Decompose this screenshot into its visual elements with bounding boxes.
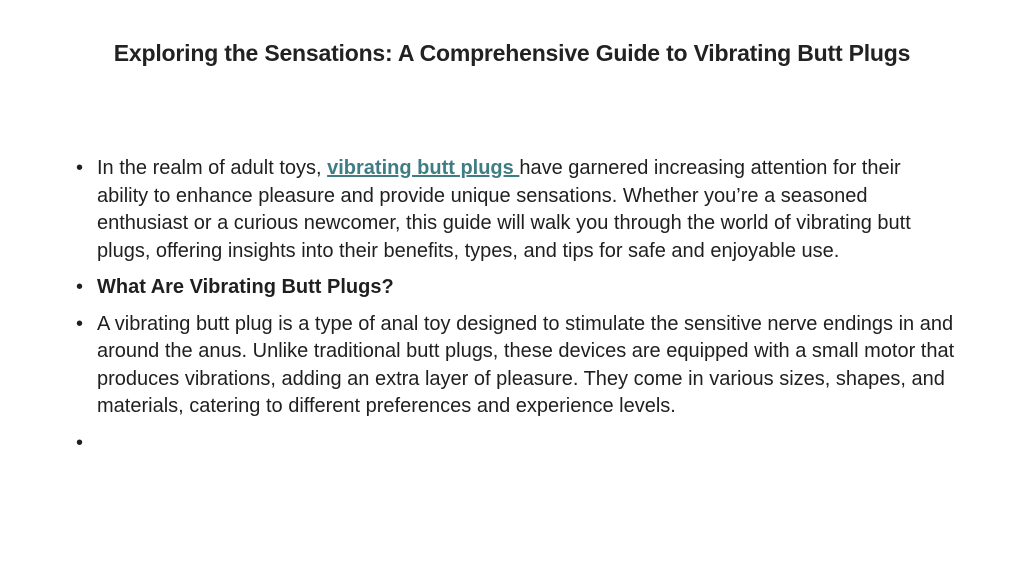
bullet-item-intro: [76, 155, 956, 265]
bullet-marker: •: [76, 276, 84, 298]
bullet-marker: •: [76, 431, 84, 454]
bullet-marker: •: [76, 157, 84, 179]
bullet-item-definition: [76, 311, 956, 421]
intro-text-start: In the realm of adult toys,: [97, 157, 328, 179]
bullet-item-empty: [76, 430, 956, 458]
slide-title: Exploring the Sensations: A Comprehensive Guide to Vibrating Butt Plugs: [113, 40, 911, 66]
bullet-marker: •: [76, 312, 84, 335]
section-heading: What Are Vibrating Butt Plugs?: [97, 276, 394, 298]
bullet-list: [76, 155, 956, 466]
vibrating-butt-plugs-link[interactable]: vibrating butt plugs: [327, 157, 520, 179]
intro-text-end: have garnered increasing attention for their ability to enhance pleasure and provide unique sensations. Whether you’re a seasoned enthusiast or a curious newcomer, this guide will walk you through the world of vibrating butt plugs, offering insights into their benefits, types, and tips for safe and enjoyable use.: [97, 157, 911, 262]
definition-text: A vibrating butt plug is a type of anal toy designed to stimulate the sensitive nerve endings in and around the anus. Unlike traditional butt plugs, these devices are equipped with a small motor that produces vibrations, adding an extra layer of pleasure. They come in various sizes, shapes, and materials, catering to different preferences and experience levels.: [97, 312, 955, 417]
bullet-item-heading: [76, 274, 956, 302]
